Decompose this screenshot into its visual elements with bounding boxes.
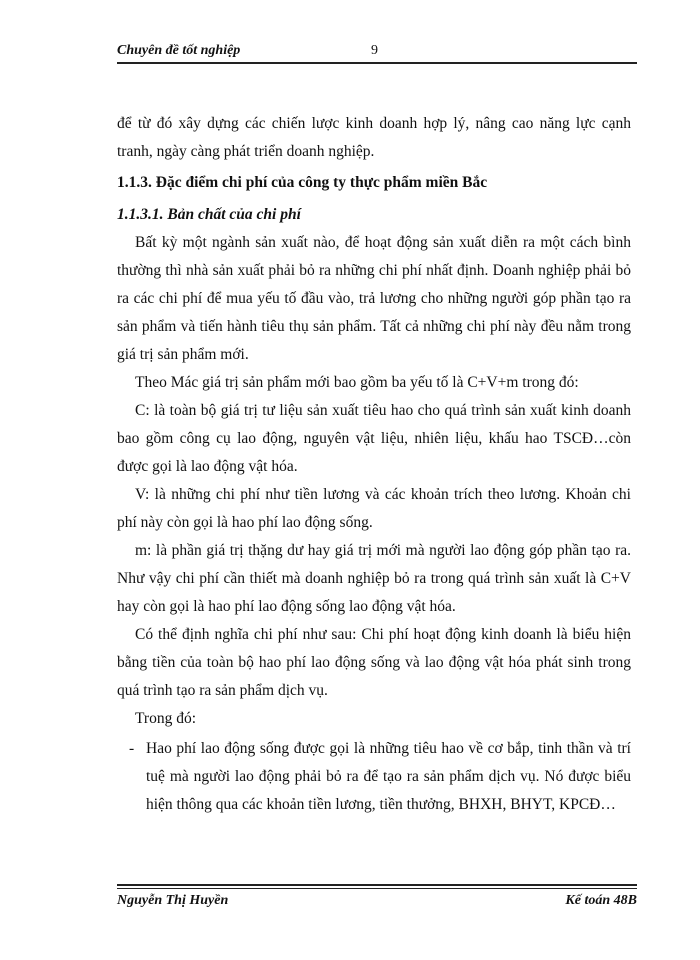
paragraph: V: là những chi phí như tiền lương và các khoản trích theo lương. Khoản chi phí này còn gọi là hao phí lao động sống. <box>117 486 631 531</box>
paragraph: m: là phần giá trị thặng dư hay giá trị mới mà người lao động góp phần tạo ra. Như vậy chi phí cần thiết mà doanh nghiệp bỏ ra trong quá trình sản xuất là C+V hay còn gọi là hao phí lao động sống lao động vật hóa. <box>117 542 631 615</box>
footer-rule <box>117 884 637 886</box>
paragraph: Trong đó: <box>135 710 197 727</box>
subsection-heading: 1.1.3.1. Bản chất của chi phí <box>117 206 301 223</box>
footer-rule-thin <box>117 888 637 889</box>
footer-author: Nguyễn Thị Huyền <box>117 893 229 908</box>
page-header <box>117 43 637 63</box>
footer-class: Kế toán 48B <box>565 893 637 908</box>
dash-bullet: - <box>129 740 135 757</box>
page-footer <box>117 893 637 913</box>
header-title: Chuyên đề tốt nghiệp <box>117 43 241 58</box>
paragraph: Bất kỳ một ngành sản xuất nào, để hoạt động sản xuất diễn ra một cách bình thường thì nhà sản xuất phải bỏ ra những chi phí nhất định. Doanh nghiệp phải bỏ ra các chi phí để mua yếu tố đầu vào, trả lương cho những người góp phần tạo ra sản phẩm và tiến hành tiêu thụ sản phẩm. Tất cả những chi phí này đều nằm trong giá trị sản phẩm mới. <box>117 234 631 363</box>
bullet-list <box>117 735 631 819</box>
page-number: 9 <box>371 43 378 58</box>
list-item-text: Hao phí lao động sống được gọi là những tiêu hao về cơ bắp, tinh thần và trí tuệ mà người lao động phải bỏ ra để tạo ra sản phẩm dịch vụ. Nó được biểu hiện thông qua các khoản tiền lương, tiền thưởng, BHXH, BHYT, KPCĐ… <box>146 740 631 813</box>
paragraph-continuation: để từ đó xây dựng các chiến lược kinh doanh hợp lý, nâng cao năng lực cạnh tranh, ngày càng phát triển doanh nghiệp. <box>117 115 631 160</box>
list-item <box>117 735 631 819</box>
paragraph: Theo Mác giá trị sản phẩm mới bao gồm ba yếu tố là C+V+m trong đó: <box>135 374 579 391</box>
section-heading: 1.1.3. Đặc điểm chi phí của công ty thực phẩm miền Bắc <box>117 174 488 191</box>
header-rule <box>117 62 637 64</box>
paragraph: Có thể định nghĩa chi phí như sau: Chi phí hoạt động kinh doanh là biểu hiện bằng tiền của toàn bộ hao phí lao động sống và lao động vật hóa phát sinh trong quá trình tạo ra sản phẩm dịch vụ. <box>117 626 631 699</box>
document-body <box>117 110 631 819</box>
paragraph: C: là toàn bộ giá trị tư liệu sản xuất tiêu hao cho quá trình sản xuất kinh doanh bao gồm công cụ lao động, nguyên vật liệu, nhiên liệu, khấu hao TSCĐ…còn được gọi là lao động vật hóa. <box>117 402 631 475</box>
